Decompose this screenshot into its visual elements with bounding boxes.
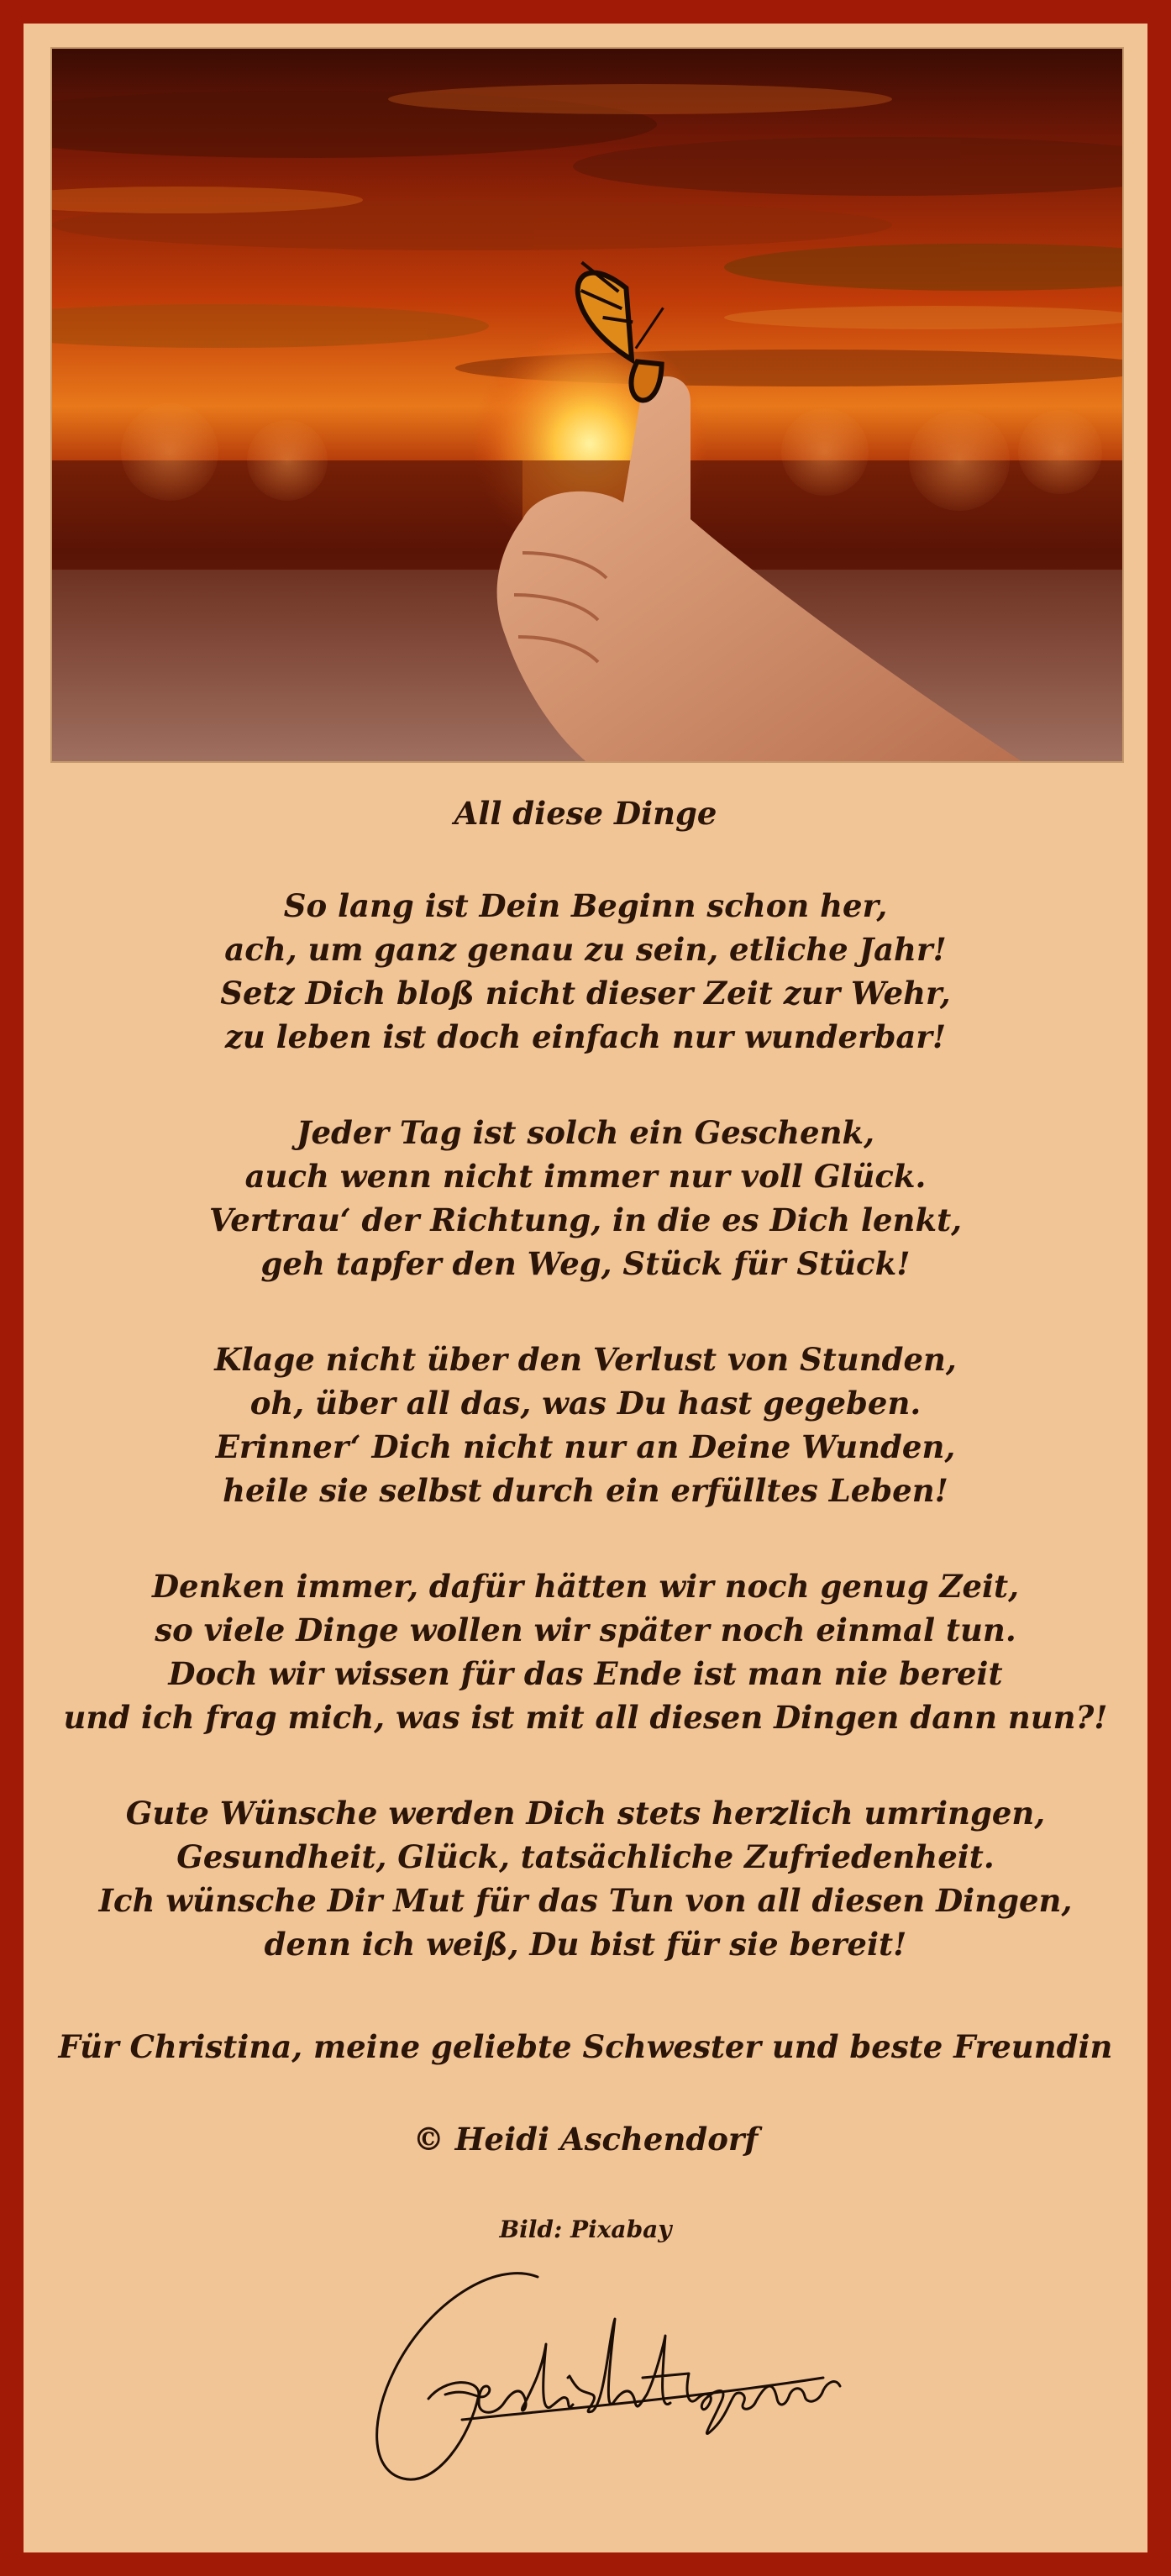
poem-line: geh tapfer den Weg, Stück für Stück! — [260, 1245, 911, 1282]
poem-line: heile sie selbst durch ein erfülltes Leben! — [223, 1472, 948, 1509]
dedication: Für Christina, meine geliebte Schwester und beste Freundin — [58, 2028, 1113, 2065]
poem-line: und ich frag mich, was ist mit all diesen Dingen dann nun?! — [63, 1699, 1108, 1736]
poem-line: So lang ist Dein Beginn schon her, — [283, 887, 888, 924]
poem-line: Ich wünsche Dir Mut für das Tun von all diesen Dingen, — [98, 1882, 1073, 1919]
stanza-3 — [24, 1338, 1147, 1512]
poem-line: zu leben ist doch einfach nur wunderbar! — [224, 1018, 947, 1055]
poem-line: auch wenn nicht immer nur voll Glück. — [244, 1158, 927, 1195]
poem-line: Klage nicht über den Verlust von Stunden, — [214, 1341, 957, 1378]
poem-line: Vertrau‘ der Richtung, in die es Dich lenkt, — [208, 1201, 963, 1238]
poem-line: Gesundheit, Glück, tatsächliche Zufriedenheit. — [176, 1838, 995, 1875]
poem-title: All diese Dinge — [454, 795, 717, 832]
poem-line: Doch wir wissen für das Ende ist man nie bereit — [168, 1655, 1003, 1692]
poem-line: Denken immer, dafür hätten wir noch genug Zeit, — [151, 1568, 1020, 1605]
signature-logo — [353, 2252, 857, 2504]
stanza-1 — [24, 884, 1147, 1059]
poem-line: denn ich weiß, Du bist für sie bereit! — [264, 1926, 907, 1963]
poem-line: Erinner‘ Dich nicht nur an Deine Wunden, — [215, 1428, 956, 1465]
poem-line: ach, um ganz genau zu sein, etliche Jahr! — [224, 931, 947, 968]
stanza-2 — [24, 1111, 1147, 1285]
copyright: © Heidi Aschendorf — [412, 2121, 759, 2158]
poem-line: oh, über all das, was Du hast gegeben. — [249, 1385, 922, 1422]
poem-line: Jeder Tag ist solch ein Geschenk, — [296, 1114, 875, 1151]
poem-line: so viele Dinge wollen wir später noch einmal tun. — [155, 1611, 1016, 1648]
poem-line: Gute Wünsche werden Dich stets herzlich umringen, — [125, 1795, 1046, 1832]
image-credit: Bild: Pixabay — [499, 2216, 672, 2243]
stanza-4 — [24, 1564, 1147, 1739]
header-photo — [50, 47, 1124, 763]
poem-line: Setz Dich bloß nicht dieser Zeit zur Wehr, — [220, 975, 951, 1012]
stanza-5 — [24, 1791, 1147, 1966]
